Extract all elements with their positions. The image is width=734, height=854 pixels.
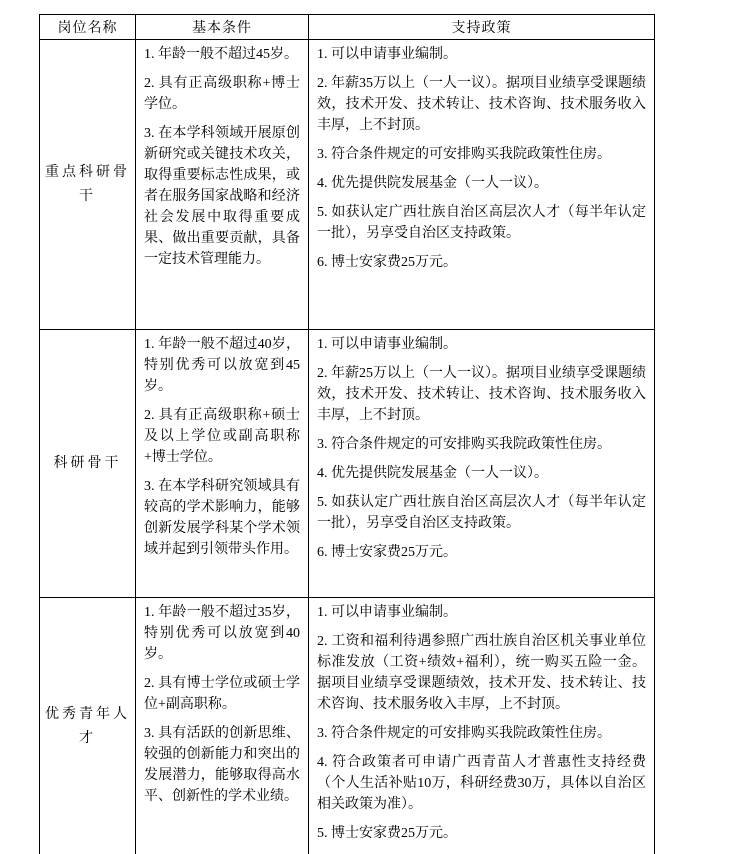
policies-cell — [309, 598, 655, 854]
policy-item: 5. 如获认定广西壮族自治区高层次人才（每半年认定一批），另享受自治区支持政策。 — [317, 205, 646, 241]
header-row — [40, 15, 655, 40]
policy-item: 3. 符合条件规定的可安排购买我院政策性住房。 — [317, 726, 611, 741]
condition-item: 3. 在本学科领域开展原创新研究或关键技术攻关，取得重要标志性成果，或者在服务国家战略和经济社会发展中取得重要成果、做出重要贡献，具备一定技术管理能力。 — [144, 126, 300, 267]
condition-item: 3. 在本学科研究领域具有较高的学术影响力，能够创新发展学科某个学术领域并起到引领带头作用。 — [144, 479, 300, 557]
policy-item: 1. 可以申请事业编制。 — [317, 337, 457, 352]
column-header-policies: 支持政策 — [309, 15, 655, 40]
position-cell: 科研骨干 — [40, 330, 136, 598]
policy-item: 2. 年薪35万以上（一人一议）。据项目业绩享受课题绩效，技术开发、技术转让、技术咨询、技术服务收入丰厚，上不封顶。 — [317, 76, 646, 133]
policy-item: 4. 优先提供院发展基金（一人一议）。 — [317, 176, 548, 191]
condition-item: 3. 具有活跃的创新思维、较强的创新能力和突出的发展潜力，能够取得高水平、创新性的学术业绩。 — [144, 726, 300, 804]
policy-item: 4. 符合政策者可申请广西青苗人才普惠性支持经费（个人生活补贴10万，科研经费30万，具体以自治区相关政策为准）。 — [317, 755, 646, 812]
policy-item: 5. 博士安家费25万元。 — [317, 826, 457, 841]
position-cell: 重点科研骨干 — [40, 40, 136, 330]
condition-item: 1. 年龄一般不超过40岁，特别优秀可以放宽到45岁。 — [144, 337, 300, 394]
column-header-position: 岗位名称 — [40, 15, 136, 40]
policy-item: 1. 可以申请事业编制。 — [317, 47, 457, 62]
policy-item: 6. 博士安家费25万元。 — [317, 255, 457, 270]
conditions-cell — [136, 330, 309, 598]
policy-item: 2. 工资和福利待遇参照广西壮族自治区机关事业单位标准发放（工资+绩效+福利），统一购买五险一金。据项目业绩享受课题绩效，技术开发、技术转让、技术咨询、技术服务收入丰厚，上不封顶。 — [317, 634, 646, 712]
condition-item: 1. 年龄一般不超过45岁。 — [144, 47, 298, 62]
conditions-cell — [136, 598, 309, 854]
table-row — [40, 598, 655, 854]
policy-item: 4. 优先提供院发展基金（一人一议）。 — [317, 466, 548, 481]
table-row — [40, 40, 655, 330]
policies-cell — [309, 40, 655, 330]
position-cell: 优秀青年人才 — [40, 598, 136, 854]
policy-item: 5. 如获认定广西壮族自治区高层次人才（每半年认定一批），另享受自治区支持政策。 — [317, 495, 646, 531]
conditions-cell — [136, 40, 309, 330]
policy-item: 6. 博士安家费25万元。 — [317, 545, 457, 560]
policies-cell — [309, 330, 655, 598]
policy-item: 3. 符合条件规定的可安排购买我院政策性住房。 — [317, 147, 611, 162]
column-header-conditions: 基本条件 — [136, 15, 309, 40]
policy-item: 1. 可以申请事业编制。 — [317, 605, 457, 620]
condition-item: 2. 具有正高级职称+博士学位。 — [144, 76, 300, 112]
policy-item: 2. 年薪25万以上（一人一议）。据项目业绩享受课题绩效，技术开发、技术转让、技术咨询、技术服务收入丰厚，上不封顶。 — [317, 366, 646, 423]
policy-item: 3. 符合条件规定的可安排购买我院政策性住房。 — [317, 437, 611, 452]
condition-item: 1. 年龄一般不超过35岁，特别优秀可以放宽到40岁。 — [144, 605, 300, 662]
condition-item: 2. 具有正高级职称+硕士及以上学位或副高职称+博士学位。 — [144, 408, 300, 465]
condition-item: 2. 具有博士学位或硕士学位+副高职称。 — [144, 676, 300, 712]
recruitment-policy-table — [39, 14, 655, 854]
table-row — [40, 330, 655, 598]
